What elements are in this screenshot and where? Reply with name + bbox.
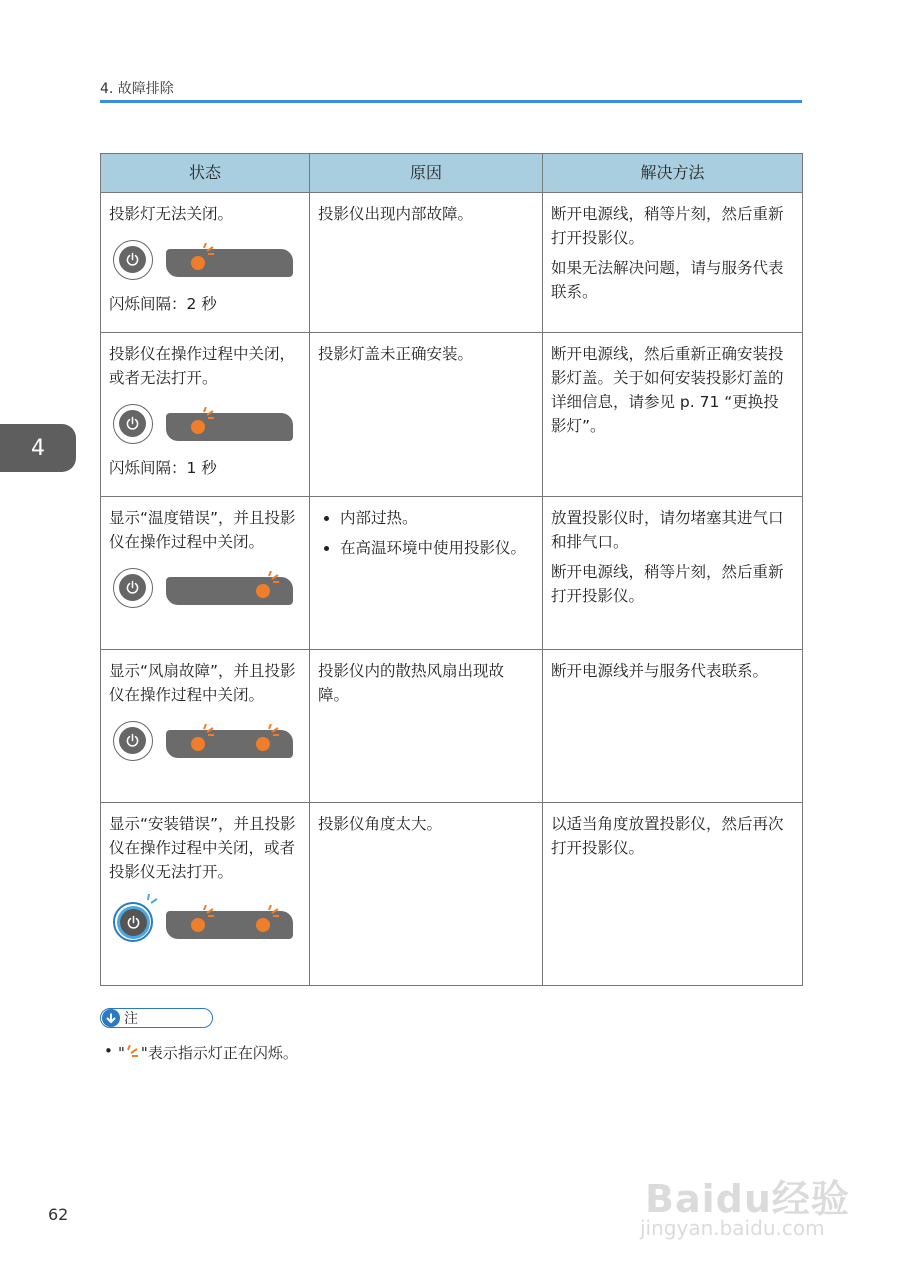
blink-rays-icon: [265, 905, 281, 921]
blink-rays-icon: [200, 243, 216, 259]
quote-open: ": [118, 1044, 125, 1062]
watermark-url: jingyan.baidu.com: [640, 1216, 825, 1240]
status-text: 显示“安装错误”，并且投影仪在操作过程中关闭，或者投影仪无法打开。: [109, 815, 296, 881]
power-button-icon: [113, 404, 153, 444]
blink-interval: 闪烁间隔：2 秒: [109, 295, 217, 313]
table-row: [101, 803, 803, 986]
indicator-bar: [166, 577, 293, 605]
cause-cell: [310, 497, 543, 650]
indicator-bar: [166, 249, 293, 277]
blink-rays-icon: [125, 1045, 141, 1059]
solution-text: 断开电源线，稍等片刻，然后重新打开投影仪。: [551, 563, 784, 605]
table-row: [101, 193, 803, 333]
table-header-row: [101, 154, 803, 193]
watermark: [640, 1150, 870, 1250]
quote-close: ": [140, 1044, 148, 1062]
solution-text: 以适当角度放置投影仪，然后再次打开投影仪。: [551, 815, 784, 857]
watermark-logo: Baidu经验: [645, 1177, 850, 1221]
solution-cell: [543, 803, 803, 986]
column-header-solution: 解决方法: [543, 154, 803, 193]
blink-rays-icon: [265, 571, 281, 587]
blink-rays-icon: [265, 724, 281, 740]
cause-cell: [310, 333, 543, 497]
chapter-tab: 4: [0, 424, 76, 472]
solution-text: 如果无法解决问题，请与服务代表联系。: [551, 259, 784, 301]
cause-cell: [310, 193, 543, 333]
blink-rays-icon: [200, 724, 216, 740]
status-text: 显示“风扇故障”，并且投影仪在操作过程中关闭。: [109, 662, 296, 704]
column-header-status: 状态: [101, 154, 310, 193]
status-text: 投影仪在操作过程中关闭，或者无法打开。: [109, 345, 296, 387]
table-row: [101, 333, 803, 497]
table-row: [101, 497, 803, 650]
power-button-icon: [113, 568, 153, 608]
note-text: 表示指示灯正在闪烁。: [147, 1044, 298, 1062]
list-item: • 在高温环境中使用投影仪。: [340, 536, 534, 560]
blink-rays-icon: [200, 905, 216, 921]
solution-text: 断开电源线并与服务代表联系。: [551, 662, 769, 680]
blink-interval: 闪烁间隔：1 秒: [109, 459, 217, 477]
cause-text: 投影仪出现内部故障。: [318, 205, 474, 223]
indicator-bar: [166, 413, 293, 441]
blue-blink-rays-icon: [145, 894, 161, 910]
solution-cell: [543, 650, 803, 803]
solution-cell: [543, 193, 803, 333]
table-row: [101, 650, 803, 803]
solution-text: 断开电源线，稍等片刻，然后重新打开投影仪。: [551, 205, 784, 247]
solution-cell: [543, 497, 803, 650]
arrow-down-icon: [102, 1009, 120, 1027]
column-header-cause: 原因: [310, 154, 543, 193]
solution-text: 放置投影仪时，请勿堵塞其进气口和排气口。: [551, 509, 784, 551]
indicator-panel: [109, 564, 301, 614]
cause-text: 投影仪角度太大。: [318, 815, 443, 833]
cause-text: 投影仪内的散热风扇出现故障。: [318, 662, 505, 704]
indicator-bar: [166, 730, 293, 758]
list-item: • 内部过热。: [340, 506, 534, 530]
status-cell: [101, 650, 310, 803]
troubleshooting-table: [100, 153, 803, 986]
cause-cell: [310, 803, 543, 986]
solution-cell: [543, 333, 803, 497]
page-number: 62: [48, 1205, 69, 1224]
note-heading: [100, 1008, 213, 1028]
indicator-panel: [109, 898, 301, 948]
cause-cell: [310, 650, 543, 803]
status-text: 显示“温度错误”，并且投影仪在操作过程中关闭。: [109, 509, 296, 551]
status-cell: [101, 193, 310, 333]
indicator-panel: [109, 400, 301, 450]
cause-text: 投影灯盖未正确安装。: [318, 345, 474, 363]
power-button-icon: [113, 721, 153, 761]
status-cell: [101, 333, 310, 497]
blink-rays-icon: [200, 407, 216, 423]
power-button-icon: [113, 240, 153, 280]
note-label: 注: [124, 1011, 138, 1027]
solution-text: 断开电源线，然后重新正确安装投影灯盖。关于如何安装投影灯盖的详细信息，请参见 p. 71 “更换投影灯”。: [551, 345, 784, 435]
status-cell: [101, 803, 310, 986]
indicator-bar: [166, 911, 293, 939]
note-item: [104, 1042, 298, 1063]
indicator-panel: [109, 236, 301, 286]
running-header: 4. 故障排除: [100, 81, 174, 97]
cause-list: [318, 506, 534, 560]
bullet-icon: •: [104, 1042, 113, 1060]
status-cell: [101, 497, 310, 650]
status-text: 投影灯无法关闭。: [109, 205, 234, 223]
indicator-panel: [109, 717, 301, 767]
header-rule: [100, 100, 802, 103]
